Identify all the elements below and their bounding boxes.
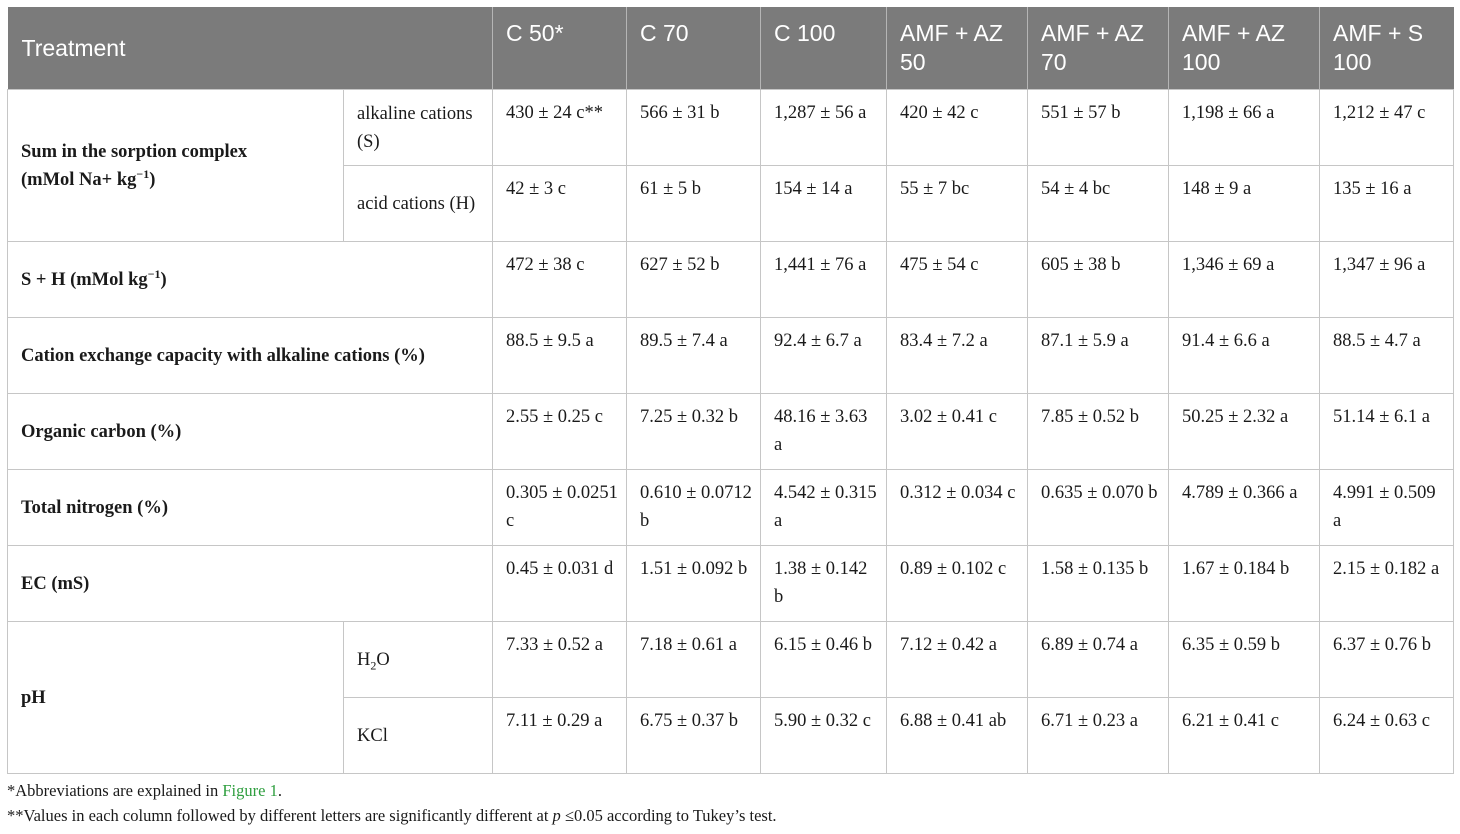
table-cell: 1,287 ± 56 a	[761, 89, 887, 165]
header-amf-az100: AMF + AZ 100	[1169, 7, 1320, 89]
table-cell: 0.635 ± 0.070 b	[1028, 469, 1169, 545]
table-cell: 430 ± 24 c**	[493, 89, 627, 165]
table-cell: 5.90 ± 0.32 c	[761, 697, 887, 773]
header-amf-az70: AMF + AZ 70	[1028, 7, 1169, 89]
row-sublabel-acid: acid cations (H)	[344, 165, 493, 241]
table-cell: 0.305 ± 0.0251 c	[493, 469, 627, 545]
table-cell: 54 ± 4 bc	[1028, 165, 1169, 241]
footnote-abbreviations: *Abbreviations are explained in Figure 1.	[7, 781, 282, 800]
table-cell: 154 ± 14 a	[761, 165, 887, 241]
table-cell: 2.55 ± 0.25 c	[493, 393, 627, 469]
footnote-significance: **Values in each column followed by different letters are significantly different at p ≤0.05 according to Tukey’s test.	[7, 806, 777, 825]
header-c70: C 70	[627, 7, 761, 89]
header-row	[8, 7, 1454, 89]
table-cell: 4.789 ± 0.366 a	[1169, 469, 1320, 545]
table-footnotes	[7, 778, 777, 828]
table-cell: 1,198 ± 66 a	[1169, 89, 1320, 165]
table-row	[8, 545, 1454, 621]
table-cell: 51.14 ± 6.1 a	[1320, 393, 1454, 469]
table-cell: 87.1 ± 5.9 a	[1028, 317, 1169, 393]
table-cell: 6.35 ± 0.59 b	[1169, 621, 1320, 697]
table-cell: 6.88 ± 0.41 ab	[887, 697, 1028, 773]
row-label-organic-carbon: Organic carbon (%)	[8, 393, 493, 469]
table-cell: 3.02 ± 0.41 c	[887, 393, 1028, 469]
table-cell: 0.312 ± 0.034 c	[887, 469, 1028, 545]
header-treatment: Treatment	[8, 7, 493, 89]
table-cell: 7.33 ± 0.52 a	[493, 621, 627, 697]
table-cell: 6.75 ± 0.37 b	[627, 697, 761, 773]
row-sublabel-h2o: $H_2O$	[344, 621, 493, 697]
table-cell: 6.89 ± 0.74 a	[1028, 621, 1169, 697]
table-cell: 627 ± 52 b	[627, 241, 761, 317]
table-row	[8, 621, 1454, 697]
table-cell: 50.25 ± 2.32 a	[1169, 393, 1320, 469]
table-cell: 566 ± 31 b	[627, 89, 761, 165]
table-cell: 55 ± 7 bc	[887, 165, 1028, 241]
table-cell: 6.15 ± 0.46 b	[761, 621, 887, 697]
table-cell: 91.4 ± 6.6 a	[1169, 317, 1320, 393]
row-sublabel-alkaline: alkaline cations (S)	[344, 89, 493, 165]
table-row	[8, 317, 1454, 393]
table-cell: 605 ± 38 b	[1028, 241, 1169, 317]
table-cell: 1.67 ± 0.184 b	[1169, 545, 1320, 621]
header-amf-az50: AMF + AZ 50	[887, 7, 1028, 89]
row-label-ph: pH	[8, 621, 344, 773]
table-cell: 61 ± 5 b	[627, 165, 761, 241]
table-cell: 148 ± 9 a	[1169, 165, 1320, 241]
table-cell: 1.51 ± 0.092 b	[627, 545, 761, 621]
figure-1-link[interactable]: Figure 1	[222, 781, 278, 800]
table-cell: 4.542 ± 0.315 a	[761, 469, 887, 545]
table-cell: 1.38 ± 0.142 b	[761, 545, 887, 621]
table-cell: 475 ± 54 c	[887, 241, 1028, 317]
table-cell: 4.991 ± 0.509 a	[1320, 469, 1454, 545]
table-cell: 0.610 ± 0.0712 b	[627, 469, 761, 545]
table-cell: 7.25 ± 0.32 b	[627, 393, 761, 469]
table-row	[8, 241, 1454, 317]
soil-properties-table	[7, 7, 1454, 774]
table-cell: 7.85 ± 0.52 b	[1028, 393, 1169, 469]
row-label-ec: EC (mS)	[8, 545, 493, 621]
table-cell: 551 ± 57 b	[1028, 89, 1169, 165]
table-row	[8, 393, 1454, 469]
row-label-total-nitrogen: Total nitrogen (%)	[8, 469, 493, 545]
table-cell: 6.21 ± 0.41 c	[1169, 697, 1320, 773]
table-cell: 1,441 ± 76 a	[761, 241, 887, 317]
table-cell: 0.89 ± 0.102 c	[887, 545, 1028, 621]
table-cell: 472 ± 38 c	[493, 241, 627, 317]
table-cell: 1,212 ± 47 c	[1320, 89, 1454, 165]
table-row	[8, 469, 1454, 545]
table-cell: 48.16 ± 3.63 a	[761, 393, 887, 469]
header-c100: C 100	[761, 7, 887, 89]
row-label-sh: S + H (mMol $kg^{-1}$)	[8, 241, 493, 317]
table-cell: 135 ± 16 a	[1320, 165, 1454, 241]
table-cell: 7.11 ± 0.29 a	[493, 697, 627, 773]
table-cell: 6.37 ± 0.76 b	[1320, 621, 1454, 697]
header-amf-s100: AMF + S 100	[1320, 7, 1454, 89]
table-cell: 92.4 ± 6.7 a	[761, 317, 887, 393]
table-cell: 2.15 ± 0.182 a	[1320, 545, 1454, 621]
table-cell: 7.12 ± 0.42 a	[887, 621, 1028, 697]
table-cell: 7.18 ± 0.61 a	[627, 621, 761, 697]
table-cell: 88.5 ± 4.7 a	[1320, 317, 1454, 393]
row-label-sorption: Sum in the sorption complex (mMol $Na+ kg^{-1}$)	[8, 89, 344, 241]
table-cell: 6.24 ± 0.63 c	[1320, 697, 1454, 773]
table-cell: 0.45 ± 0.031 d	[493, 545, 627, 621]
table-cell: 1,346 ± 69 a	[1169, 241, 1320, 317]
table-cell: 1,347 ± 96 a	[1320, 241, 1454, 317]
table-cell: 88.5 ± 9.5 a	[493, 317, 627, 393]
table-cell: 1.58 ± 0.135 b	[1028, 545, 1169, 621]
row-sublabel-kcl: KCl	[344, 697, 493, 773]
header-c50: C 50*	[493, 7, 627, 89]
table-cell: 6.71 ± 0.23 a	[1028, 697, 1169, 773]
table-cell: 89.5 ± 7.4 a	[627, 317, 761, 393]
row-label-cec: Cation exchange capacity with alkaline cations (%)	[8, 317, 493, 393]
table-cell: 83.4 ± 7.2 a	[887, 317, 1028, 393]
table-cell: 42 ± 3 c	[493, 165, 627, 241]
table-row	[8, 89, 1454, 165]
table-cell: 420 ± 42 c	[887, 89, 1028, 165]
